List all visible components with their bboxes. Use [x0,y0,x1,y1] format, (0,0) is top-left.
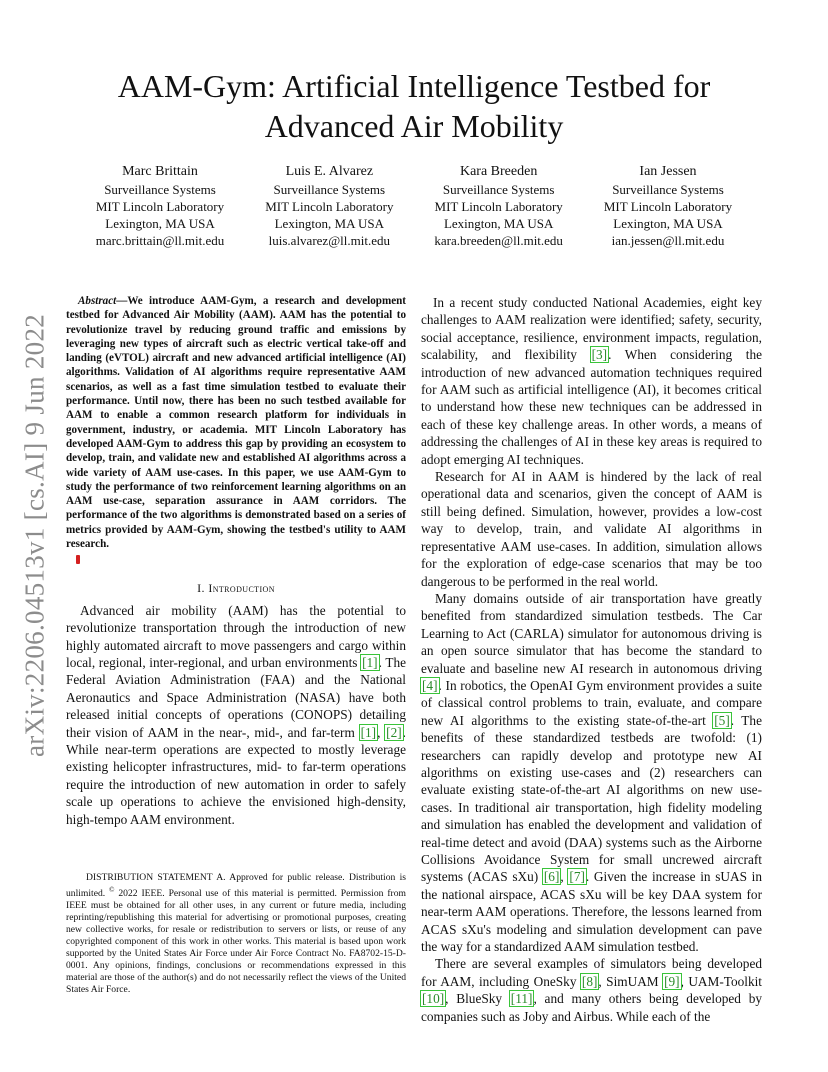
copyright-symbol: © [109,886,115,895]
arxiv-identifier-stamp[interactable]: arXiv:2206.04513v1 [cs.AI] 9 Jun 2022 [19,313,50,757]
paragraph-text: Many domains outside of air transportation have greatly benefited from standardized simulation testbeds. The Car Learning to Act (CARLA) simulator for autonomous driving is an open source simulator that has become the standard to evaluate and baseline new AI research in autonomous driving [421,590,762,676]
body-paragraph: Research for AI in AAM is hindered by the lack of real operational data and scenarios, given the concept of AAM is still being defined. Simulation, however, provides a low-cost way to develop, train, and validate AI algorithms in representative AAM use-cases. In addition, simulation allows for the exploration of edge-case scenarios that may be too dangerous to be performed in the real world. [421,469,762,589]
author-block [80,163,240,249]
citation-link[interactable]: [1] [360,724,377,740]
citation-link[interactable]: [6] [543,869,560,885]
abstract-body: —We introduce AAM-Gym, a research and development testbed for Advanced Air Mobility (AAM). AAM has the potential to revolutionize travel by reducing ground traffic and emissions by leveraging new types of aircraft such as electric vertical take-off and landing (eVTOL) aircraft and new advanced artificial intelligence (AI) algorithms. Validation of AI algorithms require representative AAM scenarios, as well as a fast time simulation testbed to evaluate their performance. Until now, there has been no such testbed available for AAM to enable a common research platform for individuals in government, industry, or academia. MIT Lincoln Laboratory has developed AAM-Gym to address this gap by providing an ecosystem to develop, train, and validate new and established AI algorithms across a wide variety of AAM use-cases. In this paper, we use AAM-Gym to study the performance of two reinforcement learning algorithms on an AAM use-case, separation assurance in AAM corridors. The performance of the two algorithms is demonstrated based on a series of metrics provided by AAM-Gym, showing the testbed's utility to AAM research. [66,295,406,551]
paragraph-text: . When considering the introduction of new advanced automation techniques required for AAM such as artificial intelligence (AI), it becomes critical to understand how these new techniques can be addressed in each of these key challenge areas. In other words, a means of addressing the challenges of AI in these key areas is required to adopt emerging AI techniques. [421,347,762,467]
author-location: Lexington, MA USA [613,216,723,231]
body-paragraph [421,590,762,956]
paragraph-text: , BlueSky [445,991,510,1007]
author-department: Surveillance Systems [612,182,724,197]
author-organization: MIT Lincoln Laboratory [95,199,225,214]
author-email: ian.jessen@ll.mit.edu [611,233,725,248]
citation-link[interactable]: [9] [664,973,680,989]
author-department: Surveillance Systems [442,182,555,197]
section-heading-introduction [66,580,406,597]
author-location: Lexington, MA USA [443,216,554,231]
paragraph-text: . In robotics, the OpenAI Gym environment provides a suite of classical control problems to train, evaluate, and compare new AI algorithms to the existing state-of-the-art [421,677,762,728]
paragraph-text: There are several examples of simulators being developed for AAM, including OneSky [421,956,762,989]
citation-link[interactable]: [7] [569,869,585,885]
title-line-1: AAM-Gym: Artificial Intelligence Testbed for [117,68,711,104]
author-organization: MIT Lincoln Laboratory [265,199,394,214]
author-block [419,163,579,249]
citation-link[interactable]: [3] [591,347,608,363]
section-title: Introduction [208,581,275,596]
author-email: kara.breeden@ll.mit.edu [434,233,563,248]
paragraph-text: , [560,869,569,885]
citation-link[interactable]: [11] [510,991,533,1007]
paragraph-text: In a recent study conducted National Academies, eight key challenges to AAM realization were identified; safety, security, social acceptance, resilience, environment impacts, regulation, scalability, and flexibility [421,295,762,363]
citation-link[interactable]: [4] [422,677,438,693]
citation-link[interactable]: [10] [422,991,445,1007]
body-paragraph [421,955,762,1025]
citation-link[interactable]: [8] [581,973,598,989]
author-organization: MIT Lincoln Laboratory [603,199,733,214]
author-block [588,163,748,249]
author-name: Luis E. Alvarez [285,164,374,179]
paragraph-text: , UAM-Toolkit [680,973,763,989]
author-block [249,163,409,249]
left-column [66,294,406,996]
citation-link[interactable]: [5] [714,712,730,728]
citation-link[interactable]: [1] [362,654,378,670]
red-annotation-marker [76,555,80,564]
author-list [80,163,748,249]
distribution-footnote [66,872,406,996]
author-email: luis.alvarez@ll.mit.edu [268,233,390,248]
abstract-label: Abstract [78,295,117,307]
abstract [66,294,406,551]
footnote-text: DISTRIBUTION STATEMENT A. Approved for public release. Distribution is unlimited. [66,872,406,900]
author-department: Surveillance Systems [104,182,216,197]
paragraph-text: , and many others being developed by companies such as Joby and Airbus. While each of the [421,991,762,1024]
author-name: Marc Brittain [122,164,198,179]
paragraph-text: . Given the increase in sUAS in the national airspace, ACAS sXu will be key DAA system for near-term AAM operations. Therefore, the lessons learned from ACAS sXu's modeling and simulation development can pave the way for a standardized AAM simulation testbed. [421,869,762,955]
section-numeral: I. [197,581,205,596]
paragraph-text: , SimUAM [598,973,664,989]
author-department: Surveillance Systems [273,182,386,197]
author-organization: MIT Lincoln Laboratory [434,199,563,214]
paragraph-text: , [377,724,386,740]
right-column [421,294,762,1025]
paragraph-text: . While near-term operations are expected to mostly leverage existing helicopter infrastructures, mid- to far-term operations require the introduction of new automation in order to safely scale up operations to achieve the envisioned high-density, high-tempo AAM environment. [66,724,406,827]
paragraph-text: . The Federal Aviation Administration (FAA) and the National Aeronautics and Space Administration (NASA) have both released initial concepts of operations (CONOPS) detailing their vision of AAM in the near-, mid-, and far-term [66,654,406,740]
author-location: Lexington, MA USA [274,216,385,231]
citation-link[interactable]: [2] [386,724,402,740]
body-paragraph [421,294,762,468]
paragraph-text: . The benefits of these standardized testbeds are twofold: (1) researchers can rapidly develop and prototype new AI algorithms on existing use-cases and (2) researchers can evaluate existing state-of-the-art AI algorithms on new use-cases. In traditional air transportation, high fidelity modeling and simulation has enabled the development and validation of real-time detect and avoid (DAA) systems such as the Airborne Collisions Avoidance System for small uncrewed aircraft systems (ACAS sXu) [421,712,762,885]
author-location: Lexington, MA USA [105,216,215,231]
intro-paragraph [66,602,406,828]
author-name: Kara Breeden [459,164,538,179]
author-email: marc.brittain@ll.mit.edu [95,233,225,248]
paper-title [80,66,748,146]
paragraph-text: Advanced air mobility (AAM) has the potential to revolutionize transportation through the introduction of new highly automated aircraft to move passengers and cargo within local, regional, inter-regional, and urban environments [66,602,406,670]
footnote-text: 2022 IEEE. Personal use of this material is permitted. Permission from IEEE must be obtained for all other uses, in any current or future media, including reprinting/republishing this material for advertising or promotional purposes, creating new collective works, for resale or redistribution to servers or lists, or reuse of any copyrighted component of this work in other works. This material is based upon work supported by the United States Air Force under Air Force Contract No. FA8702-15-D-0001. Any opinions, findings, conclusions or recommendations expressed in this material are those of the author(s) and do not necessarily reflect the views of the United States Air Force. [66,888,406,996]
title-line-2: Advanced Air Mobility [264,108,564,144]
author-name: Ian Jessen [639,164,697,179]
